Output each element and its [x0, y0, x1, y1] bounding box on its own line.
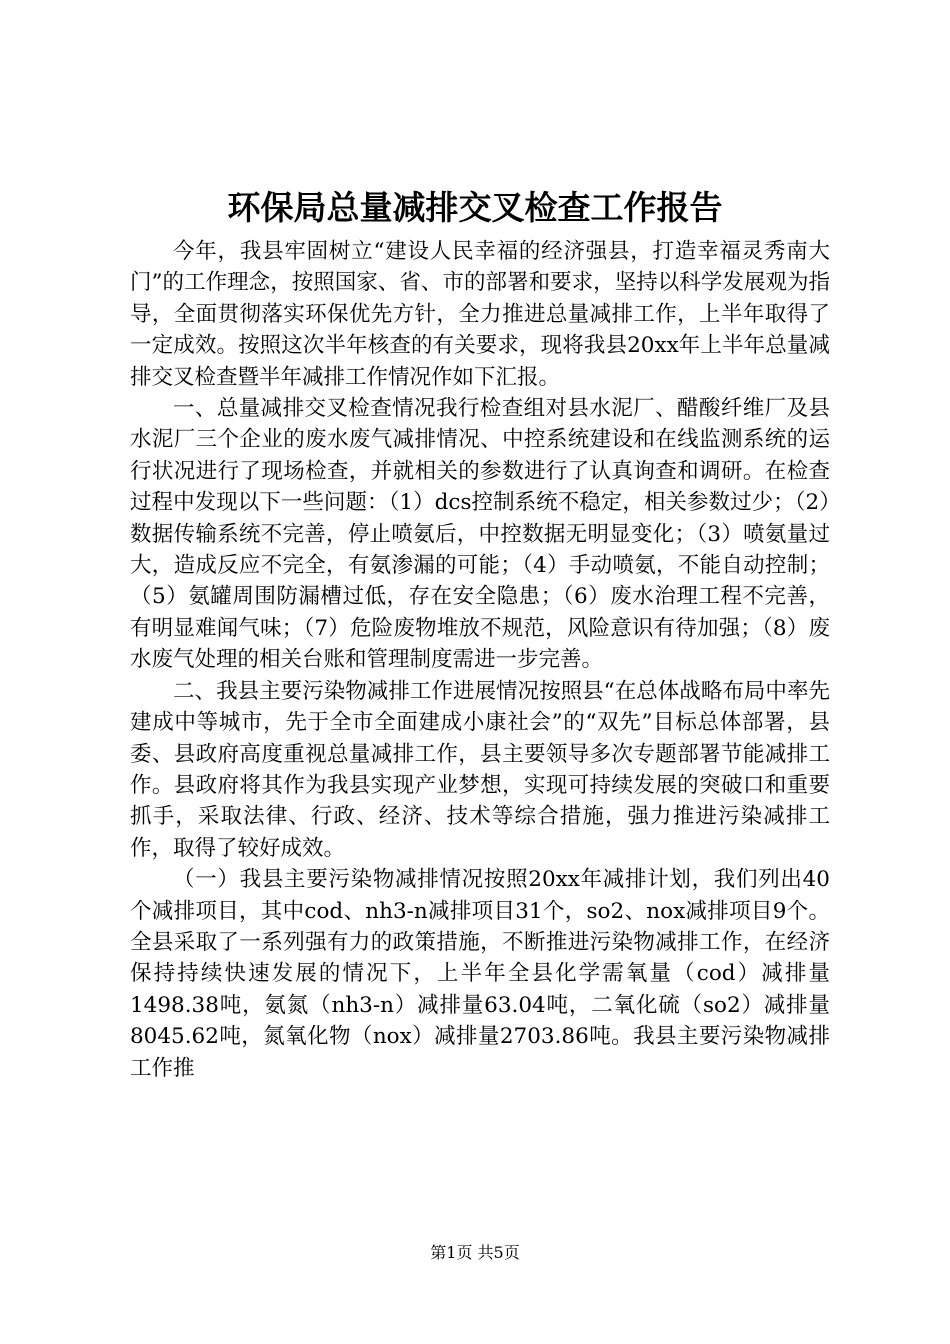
paragraph-section-1: 一、总量减排交叉检查情况我行检查组对县水泥厂、醋酸纤维厂及县水泥厂三个企业的废水废气减排情况、中控系统建设和在线监测系统的运行状况进行了现场检查，并就相关的参数进行了认真询查和调研。在检查过程中发现以下一些问题：（1）dcs控制系统不稳定，相关参数过少；（2）数据传输系统不完善，停止喷氨后，中控数据无明显变化；（3）喷氨量过大，造成反应不完全，有氨渗漏的可能；（4）手动喷氨，不能自动控制；（5）氨罐周围防漏槽过低，存在安全隐患；（6）废水治理工程不完善，有明显难闻气味；（7）危险废物堆放不规范，风险意识有待加强；（8）废水废气处理的相关台账和管理制度需进一步完善。 [130, 396, 830, 673]
document-body [130, 236, 830, 1084]
page-number-footer: 第1页 共5页 [430, 1243, 520, 1262]
paragraph-subsection-1: （一）我县主要污染物减排情况按照20xx年减排计划，我们列出40个减排项目，其中cod、nh3-n减排项目31个，so2、nox减排项目9个。全县采取了一系列强有力的政策措施，不断推进污染物减排工作，在经济保持持续快速发展的情况下，上半年全县化学需氧量（cod）减排量1498.38吨，氨氮（nh3-n）减排量63.04吨，二氧化硫（so2）减排量8045.62吨，氮氧化物（nox）减排量2703.86吨。我县主要污染物减排工作推 [130, 867, 830, 1081]
paragraph-section-2: 二、我县主要污染物减排工作进展情况按照县“在总体战略布局中率先建成中等城市，先于全市全面建成小康社会”的“双先”目标总体部署，县委、县政府高度重视总量减排工作，县主要领导多次专题部署节能减排工作。县政府将其作为我县实现产业梦想，实现可持续发展的突破口和重要抓手，采取法律、行政、经济、技术等综合措施，强力推进污染减排工作，取得了较好成效。 [130, 678, 830, 861]
document-title: 环保局总量减排交叉检查工作报告 [227, 188, 723, 227]
paragraph-intro: 今年，我县牢固树立“建设人民幸福的经济强县，打造幸福灵秀南大门”的工作理念，按照国家、省、市的部署和要求，坚持以科学发展观为指导，全面贯彻落实环保优先方针，全力推进总量减排工作，上半年取得了一定成效。按照这次半年核查的有关要求，现将我县20xx年上半年总量减排交叉检查暨半年减排工作情况作如下汇报。 [130, 239, 830, 390]
